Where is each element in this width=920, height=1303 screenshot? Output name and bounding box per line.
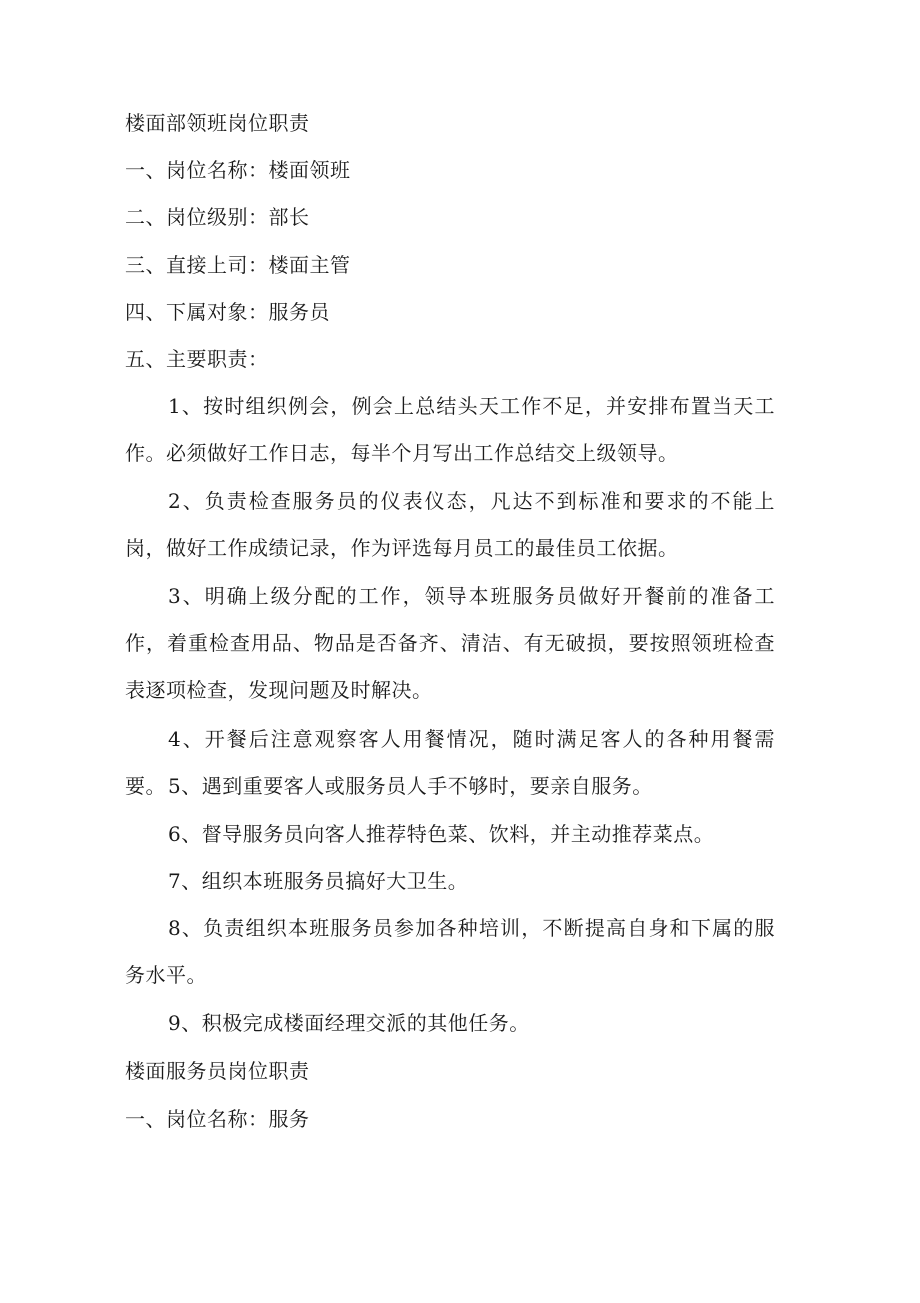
section-title-floor-waiter: 楼面服务员岗位职责 <box>125 1059 310 1083</box>
subordinates: 四、下属对象：服务员 <box>125 300 330 324</box>
duty-item-9: 9、积极完成楼面经理交派的其他任务。 <box>168 1011 530 1035</box>
duty-item-2: 2、负责检查服务员的仪表仪态，凡达不到标准和要求的不能上岗，做好工作成绩记录，作为评选每月员工的最佳员工依据。 <box>125 489 775 560</box>
duty-item-5: 5、遇到重要客人或服务员人手不够时，要亲自服务。 <box>168 774 653 798</box>
direct-supervisor: 三、直接上司：楼面主管 <box>125 253 351 277</box>
duty-item-1: 1、按时组织例会，例会上总结头天工作不足，并安排布置当天工作。必须做好工作日志，每半个月写出工作总结交上级领导。 <box>125 394 775 465</box>
duty-item-8: 8、负责组织本班服务员参加各种培训，不断提高自身和下属的服务水平。 <box>125 916 775 987</box>
waiter-position-name: 一、岗位名称：服务 <box>125 1107 310 1131</box>
duty-item-6: 6、督导服务员向客人推荐特色菜、饮料，并主动推荐菜点。 <box>168 822 715 846</box>
duty-item-3: 3、明确上级分配的工作，领导本班服务员做好开餐前的准备工作，着重检查用品、物品是否备齐、清洁、有无破损，要按照领班检查表逐项检查，发现问题及时解决。 <box>125 584 775 702</box>
duty-item-4: 4、开餐后注意观察客人用餐情况，随时满足客人的各种用餐需要。 <box>125 727 775 798</box>
position-name: 一、岗位名称：楼面领班 <box>125 158 351 182</box>
section-title-floor-leader: 楼面部领班岗位职责 <box>125 111 310 135</box>
duties-heading: 五、主要职责： <box>125 347 269 371</box>
duty-item-7: 7、组织本班服务员搞好大卫生。 <box>168 869 469 893</box>
position-level: 二、岗位级别：部长 <box>125 205 310 229</box>
